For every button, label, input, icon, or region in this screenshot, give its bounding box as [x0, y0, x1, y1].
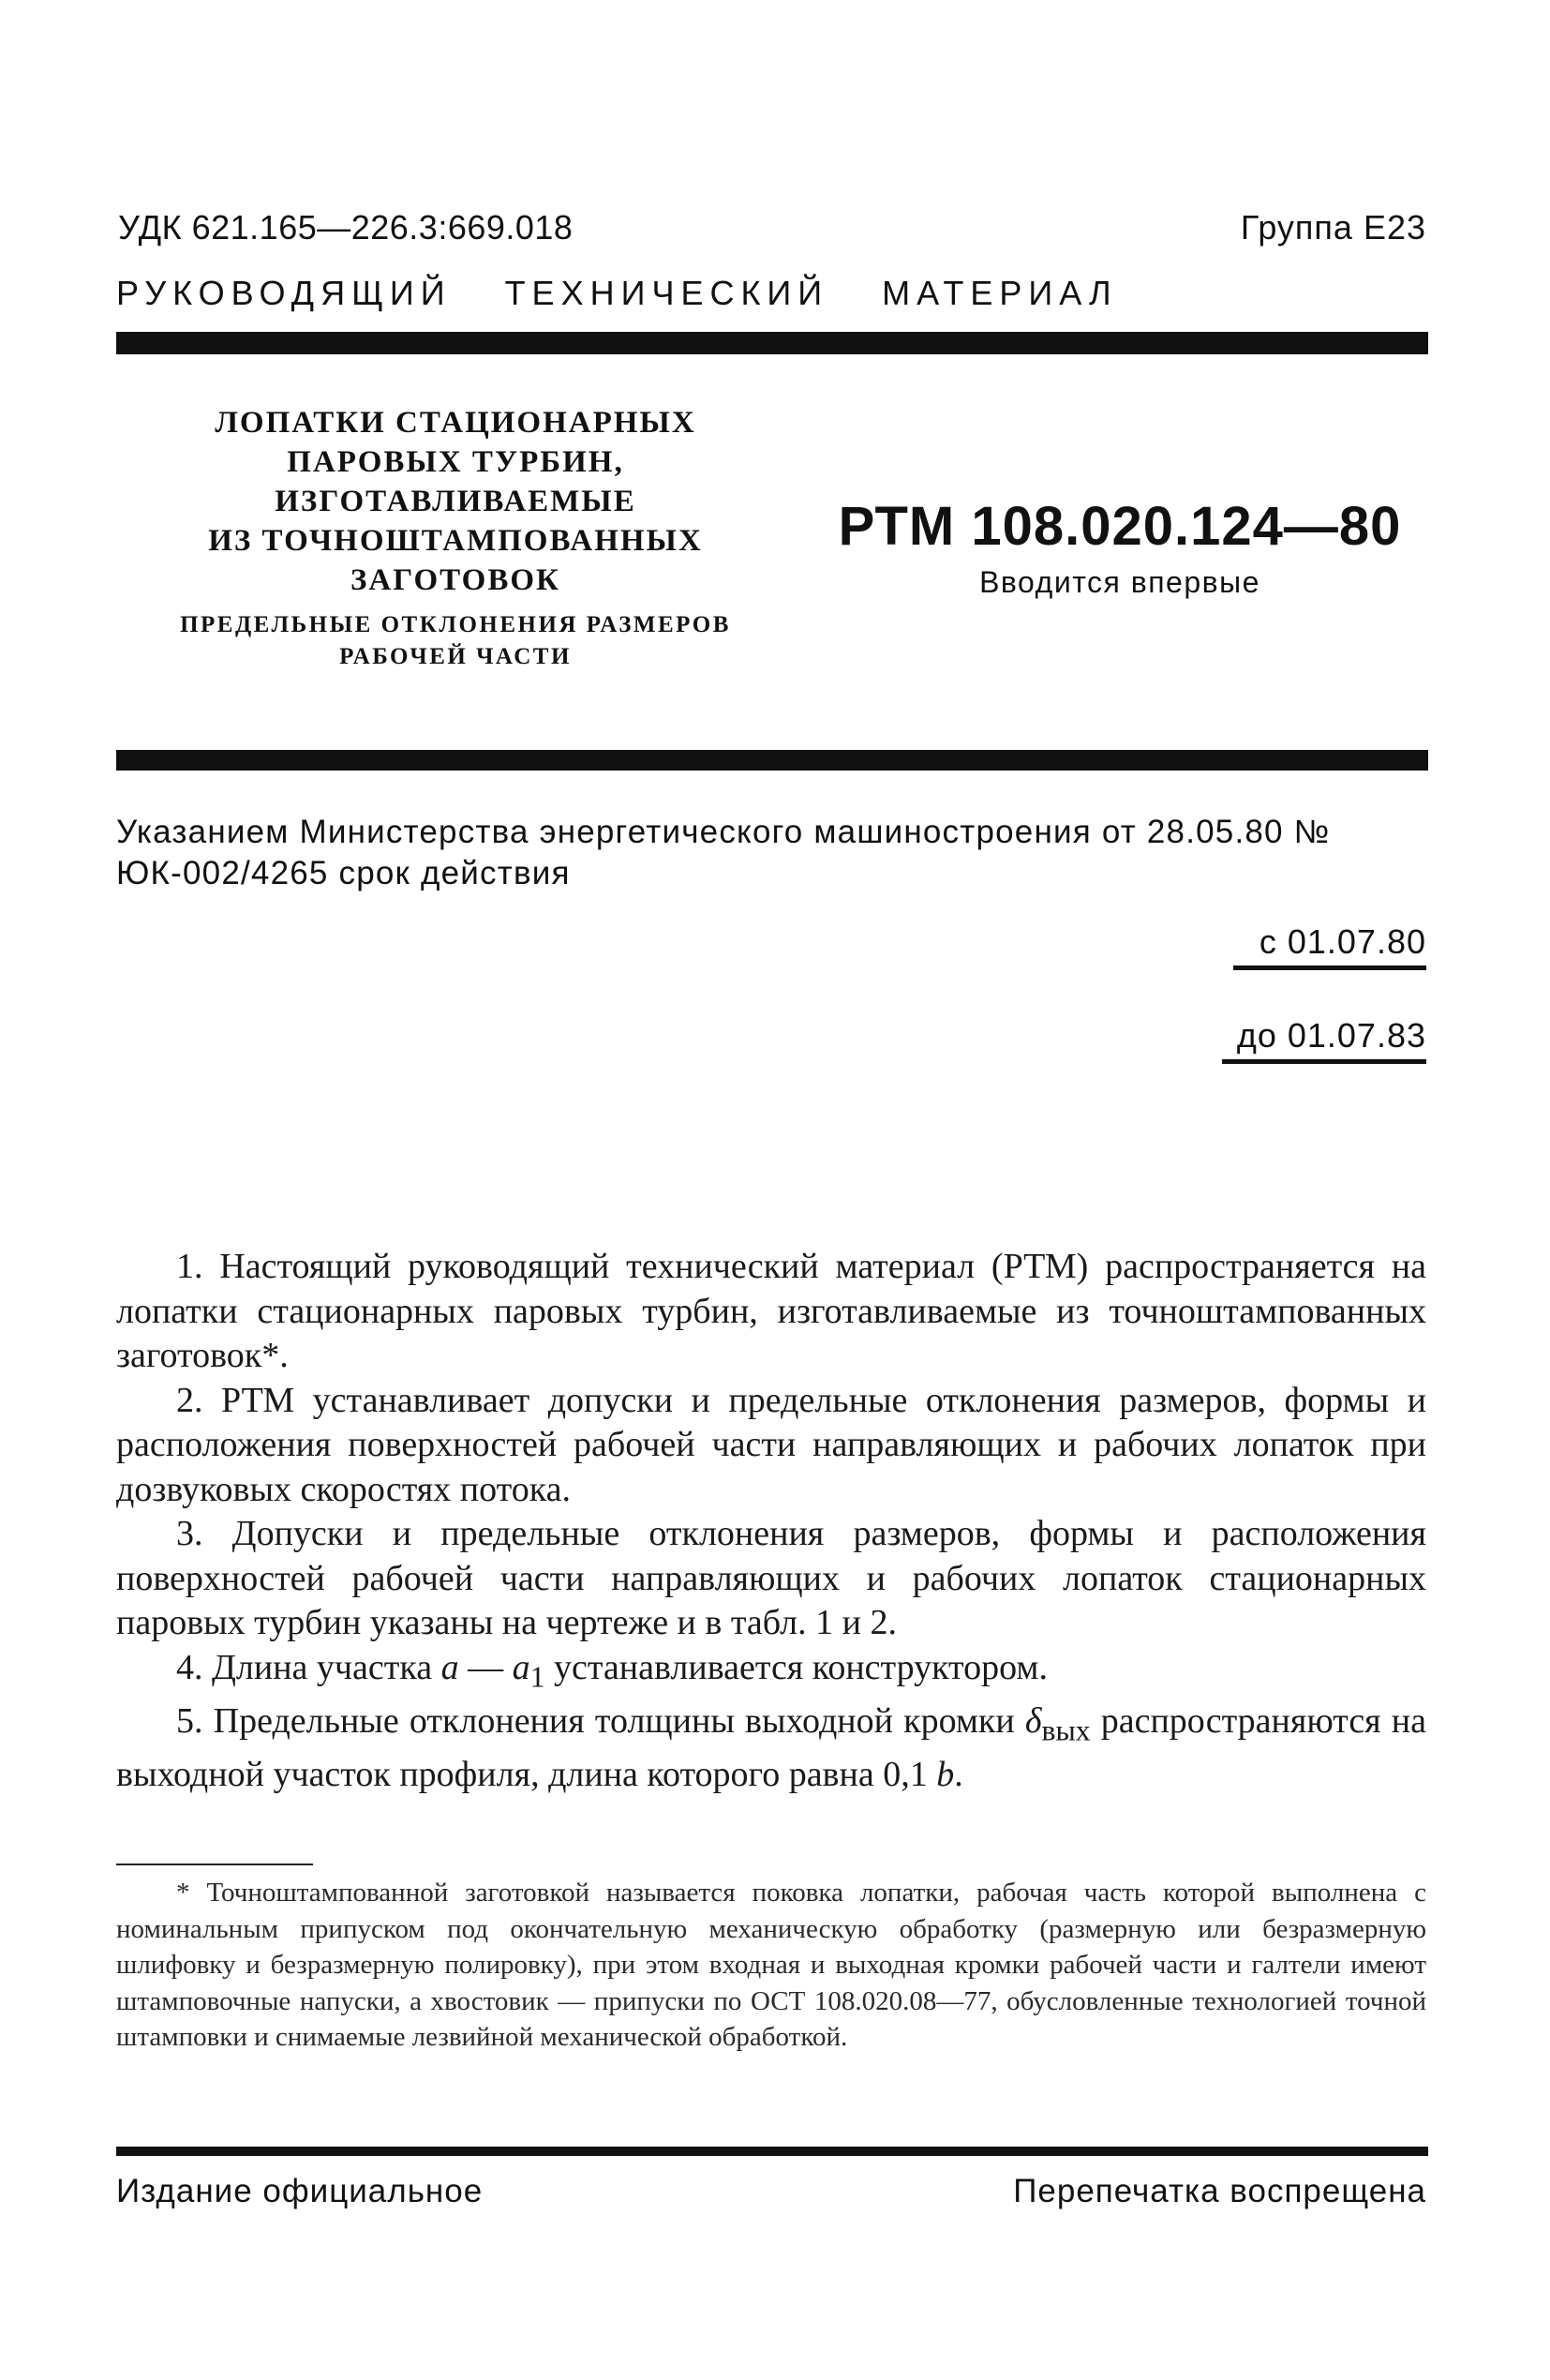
valid-to-date: до 01.07.83: [1236, 1016, 1426, 1055]
paragraph-4: [116, 1646, 1426, 1699]
title-line: ИЗ ТОЧНОШТАМПОВАННЫХ: [208, 524, 703, 558]
paragraph-3: 3. Допуски и предельные отклонения размеров, формы и расположения поверхностей рабочей части направляющих и рабочих лопаток стационарных паровых турбин указаны на чертеже и в табл. 1 и 2.: [116, 1514, 1426, 1642]
ministry-order-text: Указанием Министерства энергетического машиностроения от 28.05.80 № ЮК-002/4265 срок действия: [116, 814, 1331, 891]
reprint-notice: Перепечатка воспрещена: [1013, 2173, 1426, 2209]
valid-from-date: с 01.07.80: [1259, 922, 1426, 961]
paragraph-5-tail: распространяются на выходной участок профиля, длина которого равна 0,1: [116, 1700, 1427, 1794]
title-block: [118, 403, 793, 673]
title-line: ЛОПАТКИ СТАЦИОНАРНЫХ: [215, 406, 696, 440]
bottom-rule: [116, 2147, 1428, 2156]
valid-from-underline: [1233, 965, 1426, 970]
group-code: Группа Е23: [1240, 208, 1426, 247]
title-line: ЗАГОТОВОК: [350, 563, 560, 597]
paragraph-4-lead: 4. Длина участка: [176, 1647, 441, 1687]
subscript-1: 1: [529, 1660, 545, 1694]
footnote: [116, 1875, 1426, 2056]
variable-delta: δ: [1024, 1700, 1042, 1741]
subtitle-line: РАБОЧЕЙ ЧАСТИ: [339, 644, 572, 669]
paragraph-2: 2. РТМ устанавливает допуски и предельные отклонения размеров, формы и расположения поверхностей рабочей части направляющих и рабочих лопаток при дозвуковых скоростях потока.: [116, 1380, 1426, 1509]
variable-b: b: [936, 1754, 955, 1794]
document-subtitle: [118, 609, 793, 673]
paragraph-5-end: .: [954, 1754, 963, 1794]
variable-a: a: [440, 1647, 459, 1687]
dash: —: [458, 1647, 513, 1687]
variable-a1: a: [512, 1647, 530, 1687]
udk-code: УДК 621.165—226.3:669.018: [118, 208, 574, 247]
document-type-heading: РУКОВОДЯЩИЙ ТЕХНИЧЕСКИЙ МАТЕРИАЛ: [116, 274, 1118, 312]
subscript-vyh: вых: [1041, 1714, 1091, 1747]
title-line: ПАРОВЫХ ТУРБИН,: [287, 445, 624, 479]
document-title: [118, 403, 793, 600]
paragraph-5: [116, 1699, 1426, 1798]
rtm-designation: РТМ 108.020.124—80: [838, 496, 1402, 557]
paragraph-1: 1. Настоящий руководящий технический материал (РТМ) распространяется на лопатки стационарных паровых турбин, изготавливаемые из точноштампованных заготовок*.: [116, 1247, 1426, 1375]
footnote-separator: [116, 1864, 313, 1865]
top-thick-rule: [116, 332, 1428, 354]
paragraph-5-lead: 5. Предельные отклонения толщины выходной кромки: [176, 1700, 1025, 1741]
title-line: ИЗГОТАВЛИВАЕМЫЕ: [275, 485, 636, 518]
introduction-note: Вводится впервые: [979, 565, 1260, 599]
edition-label: Издание официальное: [116, 2173, 484, 2209]
footnote-text: * Точноштампованной заготовкой называется поковка лопатки, рабочая часть которой выполнена с номинальным припуском под окончательную механическую обработку (размерную или безразмерную шлифовку и безразмерную полировку), при этом входная и выходная кромки рабочей части и галтели имеют штамповочные напуски, а хвостовик — припуски по ОСТ 108.020.08—77, обусловленные технологией точной штамповки и снимаемые лезвийной механической обработкой.: [116, 1878, 1426, 2052]
middle-thick-rule: [116, 750, 1428, 771]
subtitle-line: ПРЕДЕЛЬНЫЕ ОТКЛОНЕНИЯ РАЗМЕРОВ: [180, 612, 731, 637]
paragraph-4-tail: устанавливается конструктором.: [544, 1647, 1048, 1687]
body-text: [116, 1245, 1426, 1797]
valid-to-underline: [1222, 1059, 1426, 1064]
